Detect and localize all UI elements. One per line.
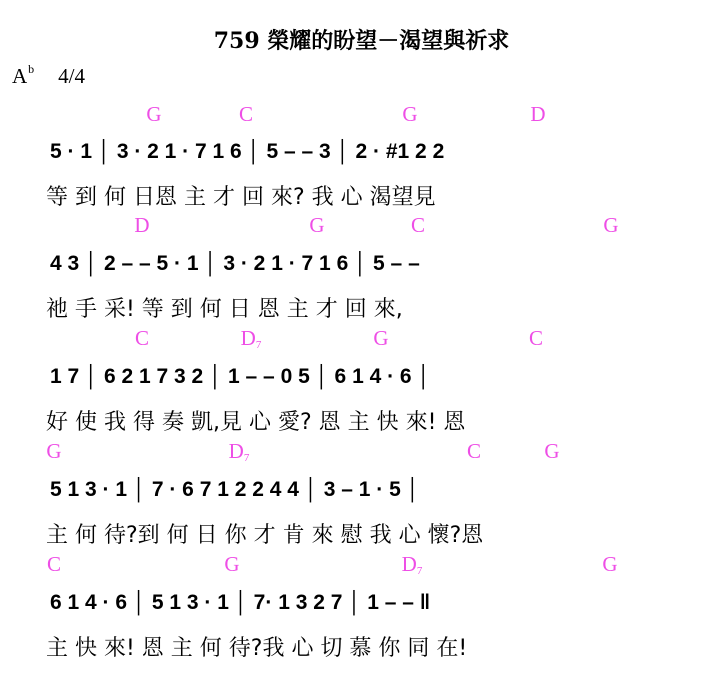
lyrics-line: 祂 手 采! 等 到 何 日 恩 主 才 回 來, (46, 297, 403, 322)
chord-symbol: C (528, 326, 544, 350)
chord-symbol: G (373, 326, 389, 350)
key-flat: b (28, 62, 35, 76)
chord-symbol: G (602, 552, 618, 576)
lyrics-line: 好 使 我 得 奏 凱,見 心 愛? 恩 主 快 來! 恩 (46, 410, 466, 435)
notation-line: 1 7 │ 6 2 1 7 3 2 │ 1 – – 0 5 │ 6 1 4 · 6 │ (50, 365, 431, 388)
notation-line: 5 1 3 · 1 │ 7 · 6 7 1 2 2 4 4 │ 3 – 1 · 5 │ (50, 478, 420, 501)
key-signature (12, 62, 85, 89)
notation-line: 4 3 │ 2 – – 5 · 1 │ 3 · 2 1 · 7 1 6 │ 5 – – (50, 252, 420, 275)
chord-symbol: G (603, 213, 619, 237)
chord-symbol: G (46, 439, 62, 463)
chord-symbol: C (238, 102, 254, 126)
chord-symbol: G (224, 552, 240, 576)
notation-line: 5 · 1 │ 3 · 2 1 · 7 1 6 │ 5 – – 3 │ 2 · #1 2 2 (50, 140, 445, 163)
chord-symbol: G (309, 213, 325, 237)
key-letter: A (12, 64, 28, 88)
chord-symbol: C (466, 439, 482, 463)
hymn-title: 759 榮耀的盼望－渴望與祈求 (213, 28, 510, 54)
chord-symbol: G (146, 102, 162, 126)
chord-symbol: $D_7$ (228, 439, 250, 464)
chord-symbol: C (46, 552, 62, 576)
chord-symbol: $D_7$ (401, 552, 423, 577)
chord-symbol: G (544, 439, 560, 463)
chord-symbol: C (134, 326, 150, 350)
chord-symbol: D (530, 102, 546, 126)
chord-symbol: C (410, 213, 426, 237)
chord-symbol: $D_7$ (240, 326, 262, 351)
time-signature: 4/4 (58, 64, 86, 88)
chord-symbol: G (402, 102, 418, 126)
chord-symbol: D (134, 213, 150, 237)
lyrics-line: 等 到 何 日恩 主 才 回 來? 我 心 渴望見 (46, 185, 436, 210)
notation-line: 6 1 4 · 6 │ 5 1 3 · 1 │ 7· 1 3 2 7 │ 1 – – ‖ (50, 591, 431, 614)
lyrics-line: 主 快 來! 恩 主 何 待?我 心 切 慕 你 同 在! (46, 636, 468, 661)
lyrics-line: 主 何 待?到 何 日 你 才 肯 來 慰 我 心 懷?恩 (46, 523, 484, 548)
